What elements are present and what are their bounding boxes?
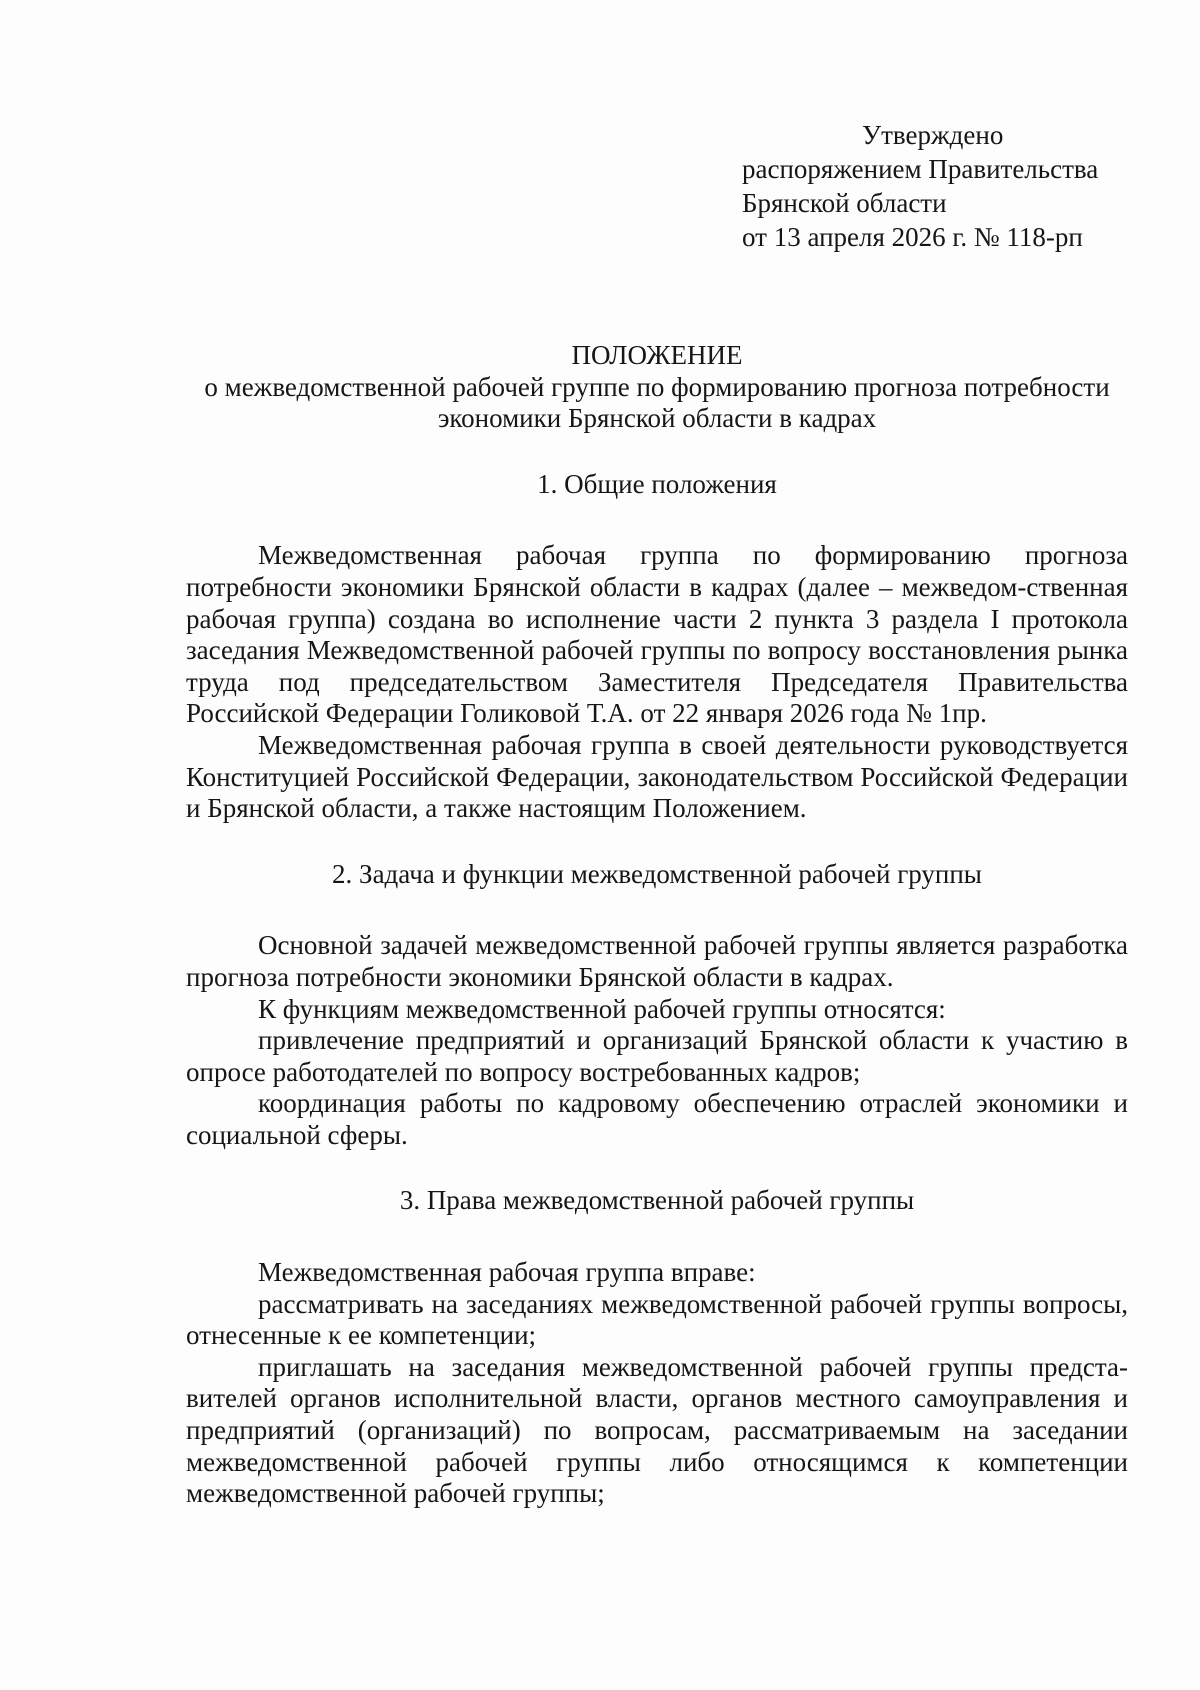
section-2-paragraph-4: координация работы по кадровому обеспечению отраслей экономики и социальной сферы. xyxy=(186,1088,1128,1150)
document-title-main: ПОЛОЖЕНИЕ xyxy=(571,340,743,370)
section-3-paragraph-1: Межведомственная рабочая группа вправе: xyxy=(258,1257,756,1288)
document-title xyxy=(186,340,1128,435)
section-1-paragraph-1: Межведомственная рабочая группа по формированию прогноза потребности экономики Брянской области в кадрах (далее – межведом-ственная рабочая группа) создана во исполнение части 2 пункта 3 раздела I протокола заседания Межведомственной рабочей группы по вопросу восстановления рынка труда под председательством Заместителя Председателя Правительства Российской Федерации Голиковой Т.А. от 22 января 2026 года № 1пр. xyxy=(186,540,1128,729)
section-1-paragraph-2: Межведомственная рабочая группа в своей деятельности руководствуется Конституцией Российской Федерации, законодательством Российской Федерации и Брянской области, а также настоящим Положением. xyxy=(186,729,1128,824)
document-body xyxy=(186,340,1128,1510)
approval-line-date-number: от 13 апреля 2026 г. № 118-рп xyxy=(742,222,1083,252)
section-2-heading: 2. Задача и функции межведомственной рабочей группы xyxy=(332,858,982,889)
approval-line-region: Брянской области xyxy=(742,188,947,218)
section-1-heading: 1. Общие положения xyxy=(537,468,777,499)
section-2-paragraph-3: привлечение предприятий и организаций Брянской области к участию в опросе работодателей по вопросу востребованных кадров; xyxy=(186,1025,1128,1087)
approval-stamp xyxy=(742,118,1098,254)
section-3-paragraph-2: рассматривать на заседаниях межведомственной рабочей группы вопросы, отнесенные к ее компетенции; xyxy=(186,1288,1128,1351)
section-2 xyxy=(186,859,1128,1152)
section-2-paragraph-1: Основной задачей межведомственной рабочей группы является разработка прогноза потребности экономики Брянской области в кадрах. xyxy=(186,930,1128,992)
approval-line-order: распоряжением Правительства xyxy=(742,154,1099,184)
document-title-subtitle: о межведомственной рабочей группе по формированию прогноза потребности экономики Брянской области в кадрах xyxy=(204,371,1110,434)
section-1 xyxy=(186,469,1128,825)
approval-line-approved: Утверждено xyxy=(862,120,1004,150)
section-3-heading: 3. Права межведомственной рабочей группы xyxy=(399,1185,915,1216)
section-3-paragraph-3: приглашать на заседания межведомственной рабочей группы предста-вителей органов исполнительной власти, органов местного самоуправления и предприятий (организаций) по вопросам, рассматриваемым на заседании межведомственной рабочей группы либо относящимся к компетенции межведомственной рабочей группы; xyxy=(186,1351,1128,1509)
section-3 xyxy=(186,1185,1128,1509)
section-2-paragraph-2: К функциям межведомственной рабочей группы относятся: xyxy=(258,993,946,1024)
